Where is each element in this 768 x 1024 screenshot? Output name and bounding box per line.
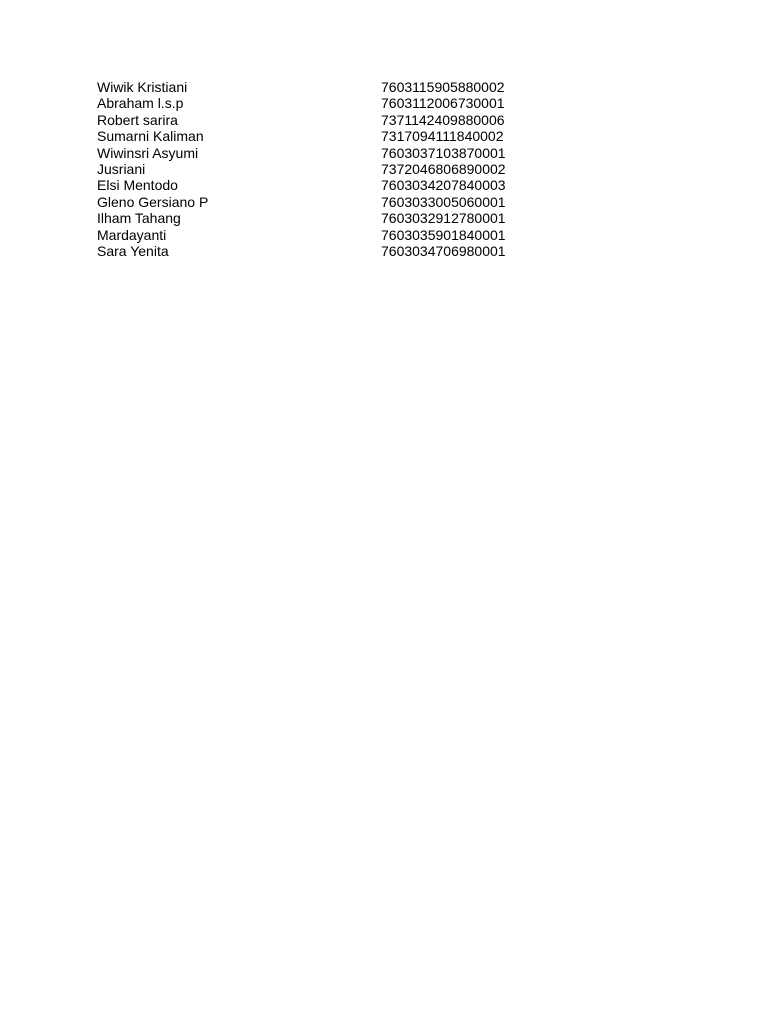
table-row <box>97 243 581 259</box>
id-number-cell: 7603032912780001 <box>381 210 506 227</box>
name-cell: Robert sarira <box>97 111 178 128</box>
table-row <box>97 210 581 226</box>
name-cell: Elsi Mentodo <box>97 177 178 194</box>
name-cell: Wiwinsri Asyumi <box>97 144 199 161</box>
table-row <box>97 112 581 128</box>
id-number-cell: 7603033005060001 <box>381 193 506 210</box>
name-cell: Ilham Tahang <box>97 210 181 227</box>
table-row <box>97 194 581 210</box>
id-number-cell: 7603112006730001 <box>381 95 505 112</box>
name-cell: Jusriani <box>97 160 146 177</box>
name-cell: Sumarni Kaliman <box>97 128 204 145</box>
id-number-cell: 7603037103870001 <box>381 144 506 161</box>
table-row <box>97 161 581 177</box>
table-row <box>97 227 581 243</box>
table-row <box>97 177 581 193</box>
id-number-cell: 7603115905880002 <box>381 79 505 95</box>
name-cell: Gleno Gersiano P <box>97 193 209 210</box>
table-row <box>97 79 581 95</box>
table-row <box>97 128 581 144</box>
table-row <box>97 95 581 111</box>
id-number-cell: 7603034207840003 <box>381 177 506 194</box>
table-row <box>97 145 581 161</box>
id-number-cell: 7317094111840002 <box>381 128 504 145</box>
name-cell: Wiwik Kristiani <box>97 79 188 95</box>
name-cell: Abraham l.s.p <box>97 95 184 112</box>
id-number-cell: 7603034706980001 <box>381 242 506 259</box>
name-cell: Mardayanti <box>97 226 167 243</box>
name-id-table <box>97 79 581 259</box>
id-number-cell: 7371142409880006 <box>381 111 505 128</box>
id-number-cell: 7603035901840001 <box>381 226 506 243</box>
id-number-cell: 7372046806890002 <box>381 160 506 177</box>
name-cell: Sara Yenita <box>97 242 169 259</box>
